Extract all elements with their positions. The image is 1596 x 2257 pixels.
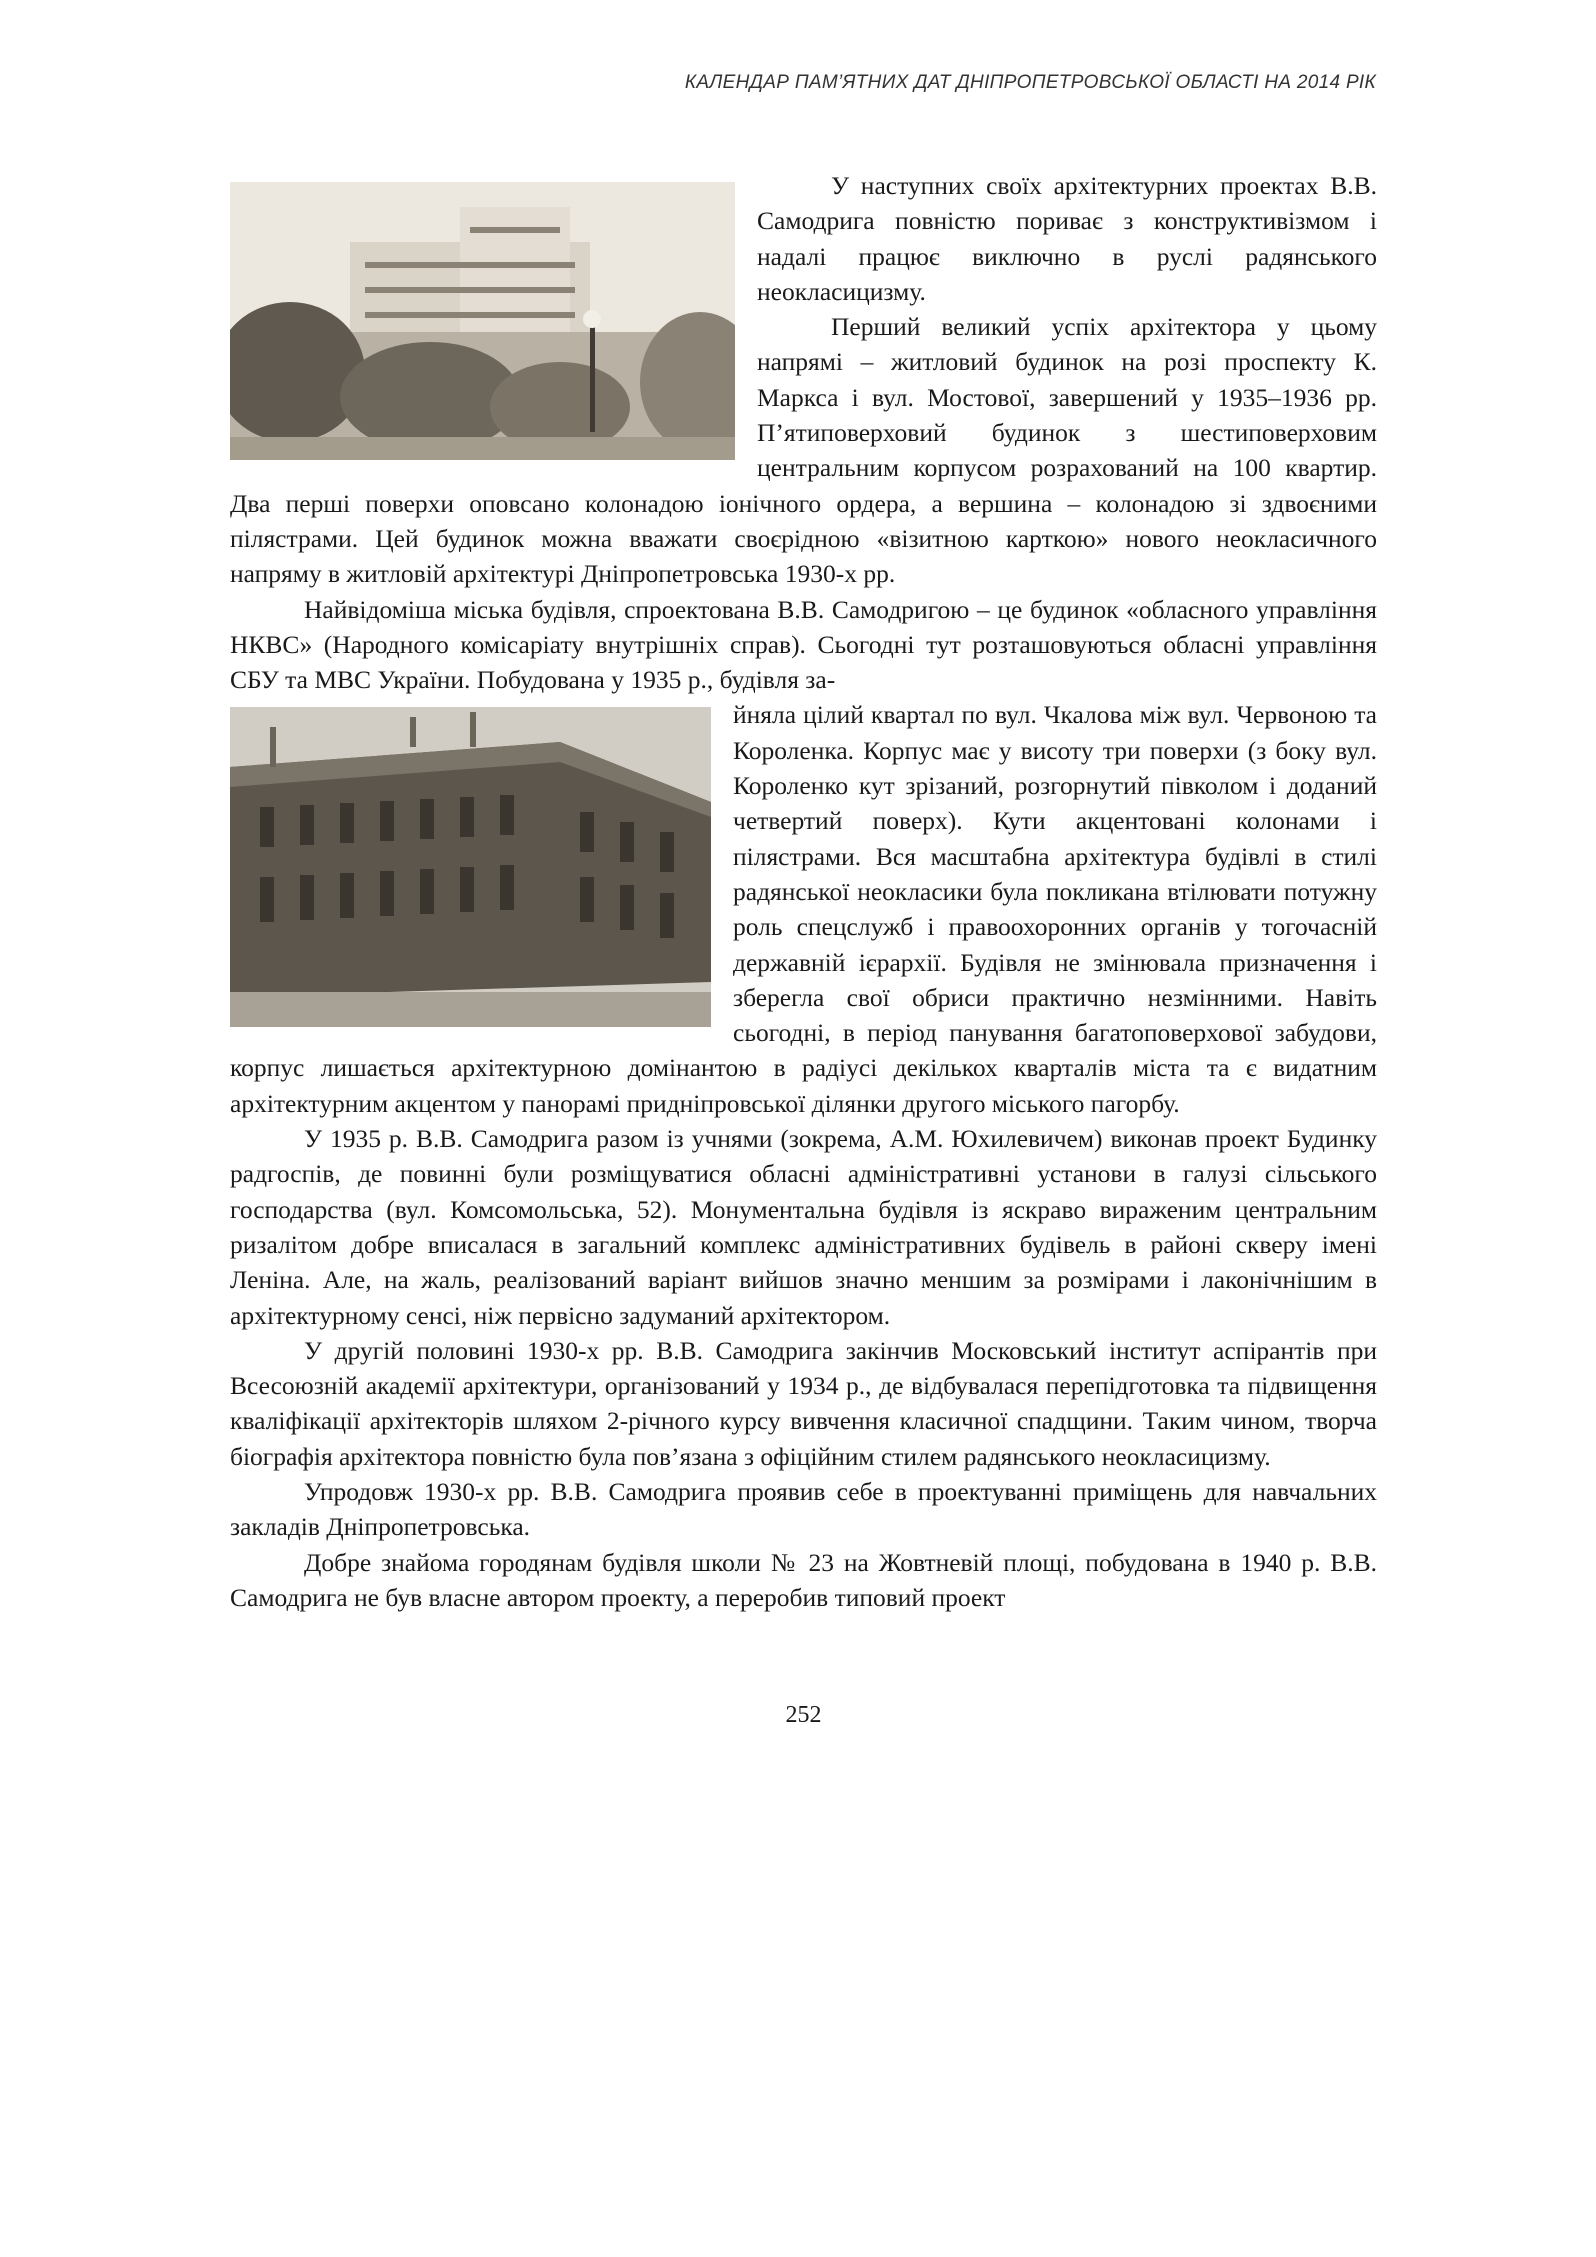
running-header: КАЛЕНДАР ПАМ’ЯТНИХ ДАТ ДНІПРОПЕТРОВСЬКОЇ ОБЛАСТІ НА 2014 РІК [684, 72, 1376, 93]
paragraph: У другій половині 1930-х рр. В.В. Самодрига закінчив Московський інститут аспірантів при Всесоюзній академії архітектури, організований у 1934 р., де відбувалася перепідготовка та підвищення кваліфікації архітекторів шляхом 2-річного курсу вивчення класичної спадщини. Таким чином, творча біографія архітектора повністю була пов’язана з офіційним стилем радянського неокласицизму. [230, 1335, 1377, 1471]
residential-building-photo [230, 182, 735, 460]
article-body [230, 168, 1377, 1615]
paragraph: У наступних своїх архітектурних проектах В.В. Самодрига повністю пориває з конструктивізмом і надалі працює виключно в руслі радянського неокласицизму. [757, 171, 1377, 306]
paragraph: йняла цілий квартал по вул. Чкалова між вул. Червоною та Короленка. Корпус має у висоту три поверхи (з боку вул. Короленко кут зрізаний, розгорнутий півколом і доданий четвертий поверх). Кути акцентовані колонами і пілястрами. Вся масштабна архітектура будівлі в стилі радянської неокласики була покликана втілювати потужну роль спецслужб і правоохоронних органів у тогочасній державній ієрархії. Будівля не змінювала призначення і зберегла свої обриси практично незмінними. Навіть сьогодні, в період панування багатоповерхової забудови, корпус лишається архітектурною домінантою в радіусі декількох кварталів міста та є видатним архітектурним акцентом у панорамі придніпровської ділянки другого міського пагорбу. [230, 700, 1377, 1118]
nkvs-building-photo [230, 707, 711, 1027]
paragraph: Добре знайома городянам будівля школи № 23 на Жовтневій площі, побудована в 1940 р. В.В. Самодрига не був власне автором проекту, а переробив типовий проект [230, 1547, 1377, 1612]
paragraph: Упродовж 1930-х рр. В.В. Самодрига проявив себе в проектуванні приміщень для навчальних закладів Дніпропетровська. [230, 1476, 1377, 1542]
paragraph: Перший великий успіх архітектора у цьому напрямі – житловий будинок на розі проспекту К. Маркса і вул. Мостової, завершений у 1935–1936 рр. П’ятиповерховий будинок з шестиповерховим центральним корпусом розрахований на 100 квартир. Два перші поверхи оповсано колонадою іонічного ордера, а вершина – колонадою зі здвоєними пілястрами. Цей будинок можна вважати своєрідною «візитною карткою» нового неокласичного напряму в житловій архітектурі Дніпропетровська 1930-х рр. [230, 312, 1377, 589]
page-number: 252 [785, 1702, 822, 1728]
paragraph: У 1935 р. В.В. Самодрига разом із учнями (зокрема, А.М. Юхилевичем) виконав проект Будинку радгоспів, де повинні були розміщуватися обласні адміністративні установи в галузі сільського господарства (вул. Комсомольська, 52). Монументальна будівля із яскраво вираженим центральним ризалітом добре вписалася в загальний комплекс адміністративних будівель в районі скверу імені Леніна. Але, на жаль, реалізований варіант вийшов значно меншим за розмірами і лаконічнішим в архітектурному сенсі, ніж первісно задуманий архітектором. [230, 1124, 1377, 1330]
paragraph: Найвідоміша міська будівля, спроектована В.В. Самодригою – це будинок «обласного управління НКВС» (Народного комісаріату внутрішніх справ). Сьогодні тут розташовуються обласні управління СБУ та МВС України. Побудована у 1935 р., будівля за- [230, 594, 1377, 695]
